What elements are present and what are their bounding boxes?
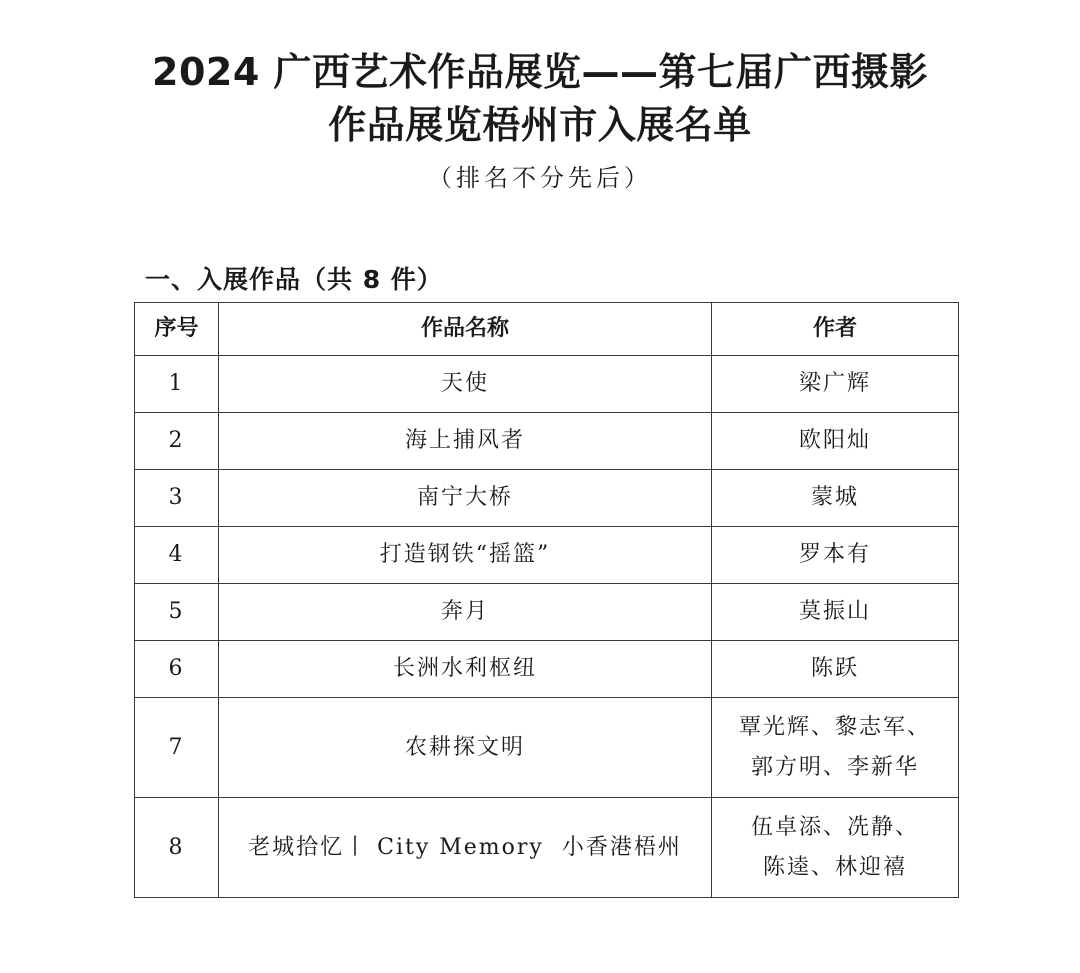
row-work-title: 天使	[219, 356, 712, 413]
header-author: 作者	[712, 303, 959, 356]
row-author	[712, 798, 959, 898]
row-author: 陈跃	[712, 641, 959, 698]
row-author: 蒙城	[712, 470, 959, 527]
table-row	[135, 470, 959, 527]
entries-table	[134, 302, 959, 898]
author-line: 覃光辉、黎志军、	[738, 714, 931, 740]
row-author: 莫振山	[712, 584, 959, 641]
row-work-title: 长洲水利枢纽	[219, 641, 712, 698]
table-row	[135, 641, 959, 698]
row-number: 2	[135, 413, 219, 470]
row-number: 7	[135, 698, 219, 798]
table-header-row	[135, 303, 959, 356]
table-row	[135, 698, 959, 798]
row-work-title: 南宁大桥	[219, 470, 712, 527]
row-author	[712, 698, 959, 798]
row-author: 欧阳灿	[712, 413, 959, 470]
table-row	[135, 527, 959, 584]
document-subtitle: （排名不分先后）	[428, 164, 652, 192]
document-title-line-1: 2024 广西艺术作品展览——第七届广西摄影	[152, 50, 928, 94]
table-row	[135, 584, 959, 641]
table-row	[135, 798, 959, 898]
table-row	[135, 413, 959, 470]
row-work-title: 奔月	[219, 584, 712, 641]
row-number: 5	[135, 584, 219, 641]
header-number: 序号	[135, 303, 219, 356]
row-work-title: 打造钢铁“摇篮”	[219, 527, 712, 584]
row-author: 罗本有	[712, 527, 959, 584]
section-heading: 一、入展作品（共 8 件）	[145, 265, 443, 294]
author-line: 伍卓添、冼静、	[750, 814, 919, 840]
document-title-line-2: 作品展览梧州市入展名单	[328, 103, 752, 147]
row-work-title: 老城拾忆丨 City Memory 小香港梧州	[219, 798, 712, 898]
row-work-title: 农耕探文明	[219, 698, 712, 798]
row-work-title: 海上捕风者	[219, 413, 712, 470]
author-line: 郭方明、李新华	[750, 754, 919, 780]
table-row	[135, 356, 959, 413]
row-number: 4	[135, 527, 219, 584]
author-line: 陈逵、林迎禧	[762, 854, 907, 880]
row-number: 3	[135, 470, 219, 527]
header-work-title: 作品名称	[219, 303, 712, 356]
row-number: 1	[135, 356, 219, 413]
row-number: 6	[135, 641, 219, 698]
row-author: 梁广辉	[712, 356, 959, 413]
row-number: 8	[135, 798, 219, 898]
